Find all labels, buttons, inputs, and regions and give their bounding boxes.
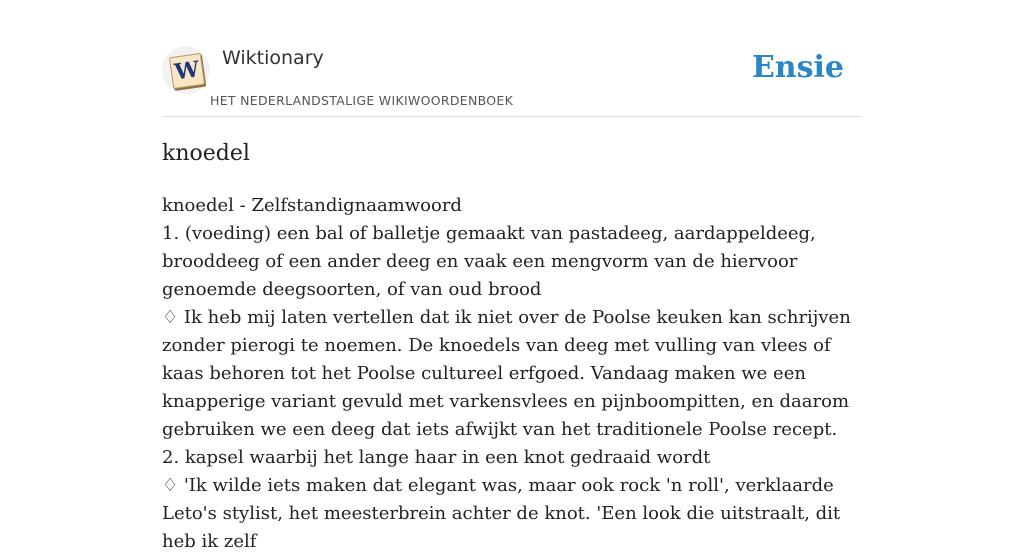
definition-content — [162, 192, 867, 556]
logo-letter: W — [172, 56, 202, 86]
part-of-speech-line: knoedel - Zelfstandignaamwoord — [162, 195, 462, 216]
logo-tile — [169, 53, 205, 89]
wiktionary-logo-icon[interactable] — [162, 46, 210, 94]
site-header — [162, 40, 862, 117]
page-title: knoedel — [162, 141, 250, 166]
site-subtitle: HET NEDERLANDSTALIGE WIKIWOORDENBOEK — [210, 93, 514, 108]
site-title[interactable]: Wiktionary — [222, 47, 324, 69]
ensie-brand-link[interactable]: Ensie — [751, 50, 844, 85]
example-2: ♢ 'Ik wilde iets maken dat elegant was, maar ook rock 'n roll', verklaarde Leto's stylist, het meesterbrein achter de knot. 'Een look die uitstraalt, dit heb ik zelf — [162, 475, 841, 552]
definition-2: 2. kapsel waarbij het lange haar in een knot gedraaid wordt — [162, 447, 711, 468]
example-1: ♢ Ik heb mij laten vertellen dat ik niet over de Poolse keuken kan schrijven zonder pierogi te noemen. De knoedels van deeg met vulling van vlees of kaas behoren tot het Poolse cultureel erfgoed. Vandaag maken we een knapperige variant gevuld met varkensvlees en pijnboompitten, en daarom gebruiken we een deeg dat iets afwijkt van het traditionele Poolse recept. — [162, 307, 851, 440]
definition-1: 1. (voeding) een bal of balletje gemaakt van pastadeeg, aardappeldeeg, brooddeeg of een ander deeg en vaak een mengvorm van de hiervoor genoemde deegsoorten, of van oud brood — [162, 223, 816, 300]
